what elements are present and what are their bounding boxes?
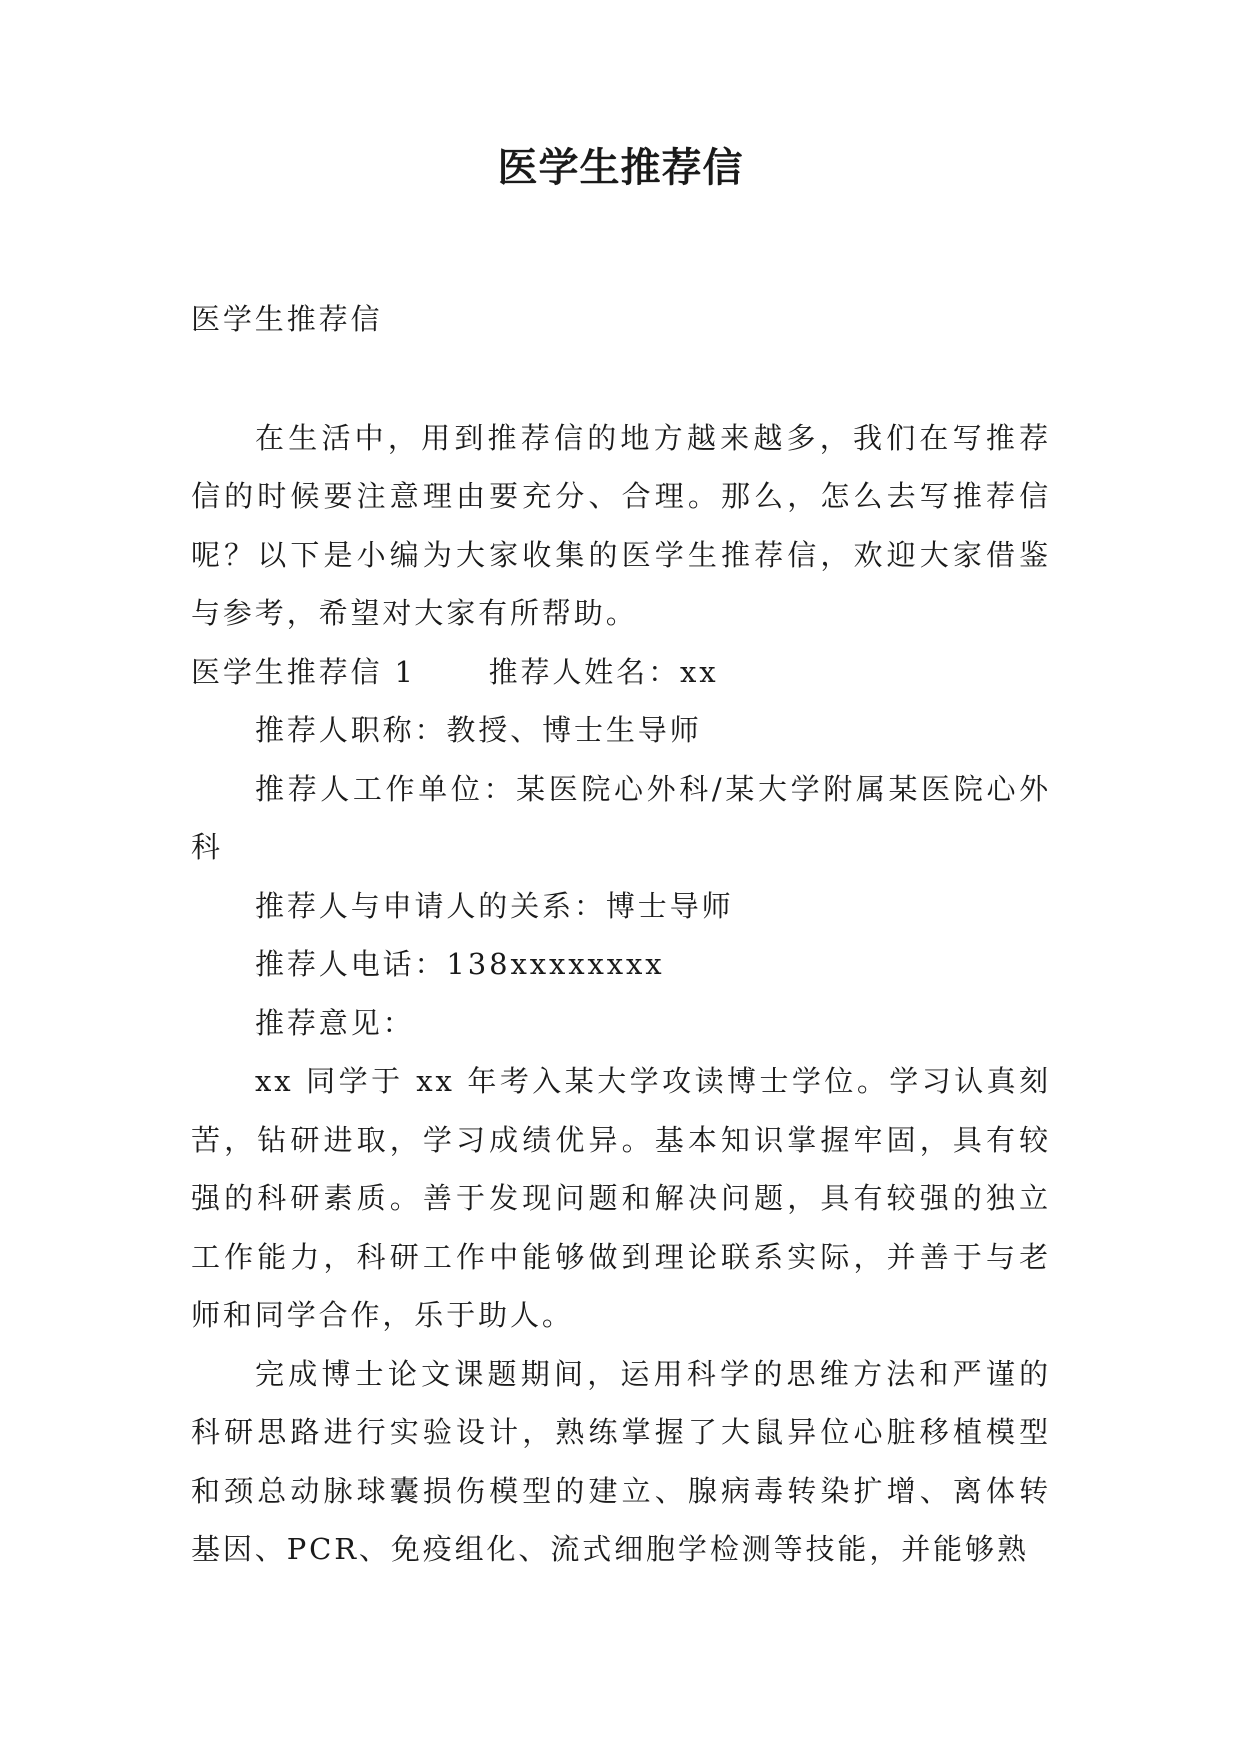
document-subtitle: 医学生推荐信 (191, 302, 383, 336)
intro-paragraph: 在生活中，用到推荐信的地方越来越多，我们在写推荐信的时候要注意理由要充分、合理。那么，怎么去写推荐信呢？以下是小编为大家收集的医学生推荐信，欢迎大家借鉴与参考，希望对大家有所帮助。 (191, 420, 1051, 630)
opinion-paragraph-1: xx 同学于 xx 年考入某大学攻读博士学位。学习认真刻苦，钻研进取，学习成绩优异。基本知识掌握牢固，具有较强的科研素质。善于发现问题和解决问题，具有较强的独立工作能力，科研工作中能够做到理论联系实际，并善于与老师和同学合作，乐于助人。 (191, 1064, 1051, 1332)
recommender-title-line: 推荐人职称：教授、博士生导师 (255, 713, 702, 747)
recommender-unit-line: 推荐人工作单位：某医院心外科/某大学附属某医院心外科 (191, 771, 1051, 864)
document-body (191, 290, 1051, 1579)
opinion-paragraph-2: 完成博士论文课题期间，运用科学的思维方法和严谨的科研思路进行实验设计，熟练掌握了大鼠异位心脏移植模型和颈总动脉球囊损伤模型的建立、腺病毒转染扩增、离体转基因、PCR、免疫组化、流式细胞学检测等技能，并能够熟 (191, 1356, 1051, 1566)
letter-heading: 医学生推荐信 1 推荐人姓名：xx (191, 654, 719, 689)
recommender-phone-line: 推荐人电话：138xxxxxxxx (255, 947, 665, 981)
opinion-label: 推荐意见： (255, 1005, 415, 1040)
document-title: 医学生推荐信 (497, 145, 744, 191)
recommender-relation-line: 推荐人与申请人的关系：博士导师 (255, 888, 734, 923)
